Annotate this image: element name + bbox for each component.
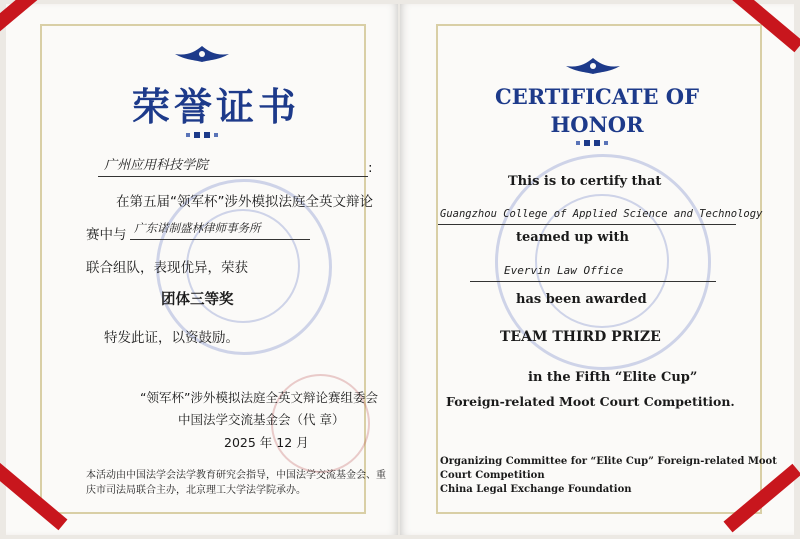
recipient-handwritten: 广州应用科技学院 — [104, 158, 209, 173]
title-divider — [186, 132, 218, 138]
right-page-english — [400, 4, 794, 535]
footnote-line-1: 本活动由中国法学会法学教育研究会指导，中国法学交流基金会、重 — [86, 470, 386, 481]
event-line-2: Foreign-related Moot Court Competition. — [446, 394, 735, 409]
left-page-chinese — [6, 4, 398, 535]
body-line-2-prefix: 赛中与 — [86, 227, 127, 243]
award-english: TEAM THIRD PRIZE — [500, 329, 661, 345]
ornament-icon — [171, 42, 233, 66]
partner-handwritten: 广东诺制盛林律师事务所 — [134, 221, 261, 235]
organizer-line-3: China Legal Exchange Foundation — [440, 484, 632, 495]
page-title-chinese: 荣誉证书 — [132, 85, 301, 129]
issuer-committee: “领军杯”涉外模拟法庭全英文辩论赛组委会 — [140, 390, 378, 405]
organizer-line-1: Organizing Committee for “Elite Cup” Foreign-related Moot — [440, 456, 777, 467]
recipient-line — [438, 224, 736, 225]
body-line-3: 联合组队，表现优异，荣获 — [86, 260, 248, 276]
title-divider — [576, 140, 608, 146]
ornament-icon — [562, 54, 624, 78]
recipient-line — [98, 176, 368, 177]
awarded-text: has been awarded — [516, 292, 647, 307]
organizer-line-2: Court Competition — [440, 470, 545, 481]
colon: : — [368, 160, 373, 176]
certify-text: This is to certify that — [508, 174, 662, 189]
recipient-handwritten: Guangzhou College of Applied Science and Technology — [440, 208, 763, 220]
partner-handwritten: Evervin Law Office — [504, 264, 624, 277]
teamed-text: teamed up with — [516, 230, 629, 245]
title-line-1: CERTIFICATE OF — [495, 84, 699, 109]
partner-line — [130, 239, 310, 240]
event-line-1: in the Fifth “Elite Cup” — [528, 370, 698, 385]
issuer-foundation: 中国法学交流基金会（代 章） — [178, 412, 345, 427]
partner-line — [470, 281, 716, 282]
title-line-2: HONOR — [550, 112, 644, 137]
issue-date: 2025 年 12 月 — [224, 435, 309, 450]
award-chinese: 团体三等奖 — [161, 292, 234, 308]
footnote-line-2: 庆市司法局联合主办，北京理工大学法学院承办。 — [86, 485, 306, 496]
closing-text: 特发此证，以资鼓励。 — [104, 330, 239, 346]
body-line-1: 在第五届“领军杯”涉外模拟法庭全英文辩论 — [116, 194, 373, 210]
